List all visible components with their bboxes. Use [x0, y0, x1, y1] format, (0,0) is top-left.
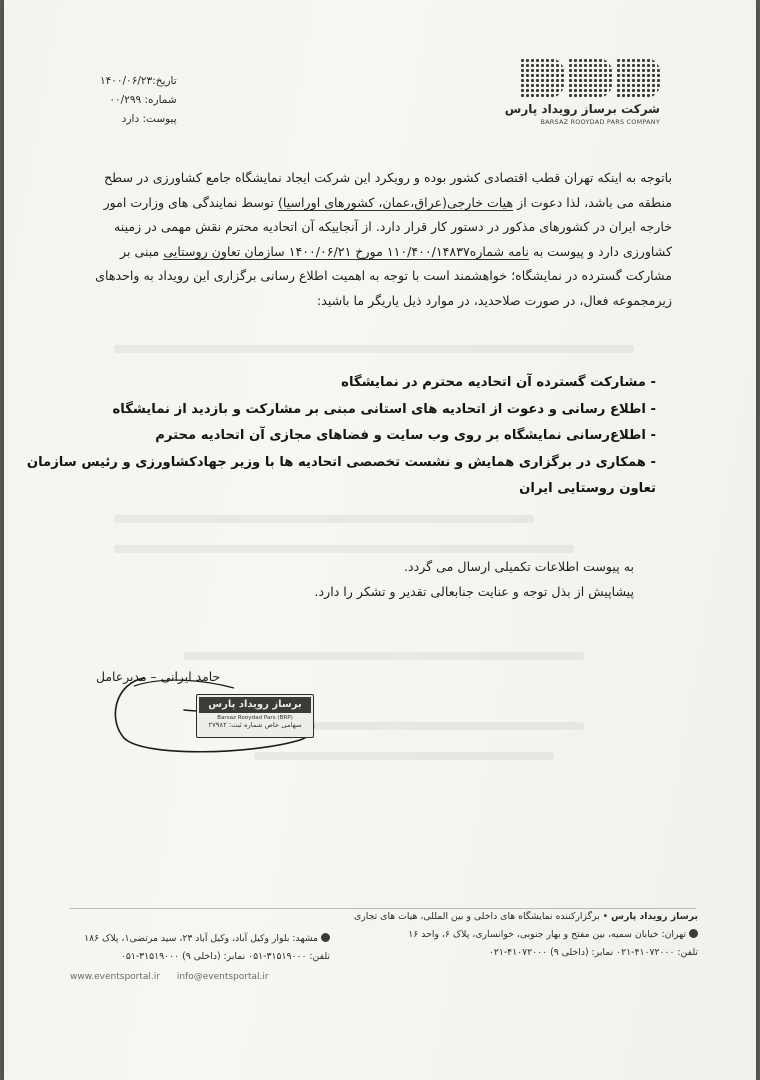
stamp-en: Barsaz Rooydad Pars (BRP)	[217, 715, 293, 721]
footer-tagline-text: • برگزارکننده نمایشگاه های داخلی و بین المللی، هیات های تجاری	[354, 911, 612, 922]
mashhad-phone: تلفن: ۳۱۵۱۹۰۰۰-۰۵۱ نمابر: (داخلی ۹) ۳۱۵۱۹۰۰۰-۰۵۱	[120, 951, 330, 962]
list-item: - اطلاع رسانی و دعوت از اتحادیه های استانی مبنی بر مشارکت و بازدید از نمایشگاه	[112, 401, 656, 417]
body-line: خارجه ایران در کشورهای مذکور در دستور کار قرار دارد. از آنجاییکه آن اتحادیه محترم نقش مهمی در زمینه	[114, 219, 672, 235]
show-through-mark	[184, 652, 584, 660]
underlined-phrase: هیات خارجی(عراق،عمان، کشورهای اوراسیا)	[277, 194, 514, 210]
footer-tagline	[338, 908, 698, 926]
list-item: تعاون روستایی ایران	[519, 481, 656, 496]
list-item: - اطلاع‌رسانی نمایشگاه بر روی وب سایت و فضاهای مجازی آن اتحادیه محترم	[155, 428, 656, 443]
show-through-mark	[114, 345, 634, 353]
letter-page	[4, 0, 756, 1080]
footer-web	[70, 972, 330, 982]
list-item: - مشارکت گسترده آن اتحادیه محترم در نمایشگاه	[341, 375, 656, 390]
body-line: منطقه می باشد، لذا دعوت از هیات خارجی(عراق،عمان، کشورهای اوراسیا) توسط نمایندگی های وزارت امور	[103, 194, 672, 210]
closing-text	[104, 554, 634, 604]
company-name-fa: شرکت برساز رویداد پارس	[504, 102, 660, 116]
underlined-phrase: نامه شماره۱۱۰/۴۰۰/۱۴۸۳۷ مورخ ۱۴۰۰/۰۶/۲۱ سازمان تعاون روستایی	[163, 243, 529, 259]
request-list	[26, 370, 656, 503]
footer-company-name: برساز رویداد پارس	[611, 911, 698, 922]
email-link[interactable]: info@eventsportal.ir	[176, 972, 269, 982]
letter-number: شماره: ۰۰/۲۹۹	[109, 94, 177, 106]
closing-line: پیشاپیش از بذل توجه و عنایت جنابعالی تقدیر و تشکر را دارد.	[314, 584, 634, 599]
stamp-title: برساز رویداد پارس	[199, 697, 311, 713]
location-pin-icon	[689, 929, 698, 938]
show-through-mark	[114, 545, 574, 553]
show-through-mark	[254, 752, 554, 760]
company-logo	[504, 58, 660, 126]
tehran-address: تهران: خیابان سمیه، بین مفتح و بهار جنوبی، خوانساری، پلاک ۶، واحد ۱۶	[338, 926, 698, 944]
closing-line: به پیوست اطلاعات تکمیلی ارسال می گردد.	[404, 559, 634, 574]
letter-body	[74, 166, 672, 314]
stamp-registration: سهامی خاص شماره ثبت: ۲۷۹۸۲	[208, 721, 302, 729]
mashhad-address: مشهد: بلوار وکیل آباد، وکیل آباد ۲۳، سید مرتضی۱، پلاک ۱۸۶	[70, 930, 330, 948]
footer-tehran	[338, 908, 698, 962]
body-line: باتوجه به اینکه تهران قطب اقتصادی کشور بوده و رویکرد این شرکت ایجاد نمایشگاه جامع کشاورزی در سطح	[103, 170, 672, 185]
brp-logo-mark	[504, 58, 660, 98]
letter-date: تاریخ:۱۴۰۰/۰۶/۲۳	[100, 75, 177, 87]
body-line: زیرمجموعه فعال، در صورت صلاحدید، در موارد ذیل یاریگر ما باشید:	[317, 292, 672, 308]
tehran-phone: تلفن: ۴۱۰۷۲۰۰۰-۰۲۱ نمابر: (داخلی ۹) ۴۱۰۷۲۰۰۰-۰۲۱	[488, 947, 698, 958]
signer-name: حامد ایرانی – مدیرعامل	[96, 669, 221, 684]
company-stamp	[196, 694, 314, 738]
letter-meta	[100, 72, 177, 129]
body-line: کشاورزی دارد و پیوست به نامه شماره۱۱۰/۴۰۰/۱۴۸۳۷ مورخ ۱۴۰۰/۰۶/۲۱ سازمان تعاون روستایی مبنی بر	[120, 243, 672, 259]
show-through-mark	[114, 515, 534, 523]
body-line: مشارکت گسترده در نمایشگاه؛ خواهشمند است با توجه به اهمیت اطلاع رسانی برگزاری این رویداد به واحدهای	[95, 268, 672, 284]
location-pin-icon	[321, 933, 330, 942]
list-item: - همکاری در برگزاری همایش و نشست تخصصی اتحادیه ها با وزیر جهادکشاورزی و رئیس سازمان	[26, 454, 656, 470]
company-name-en: BARSAZ ROOYDAD PARS COMPANY	[540, 118, 660, 126]
letter-attachment: پیوست: دارد	[121, 113, 177, 125]
website-link[interactable]: www.eventsportal.ir	[70, 972, 160, 982]
footer-mashhad	[70, 930, 330, 966]
